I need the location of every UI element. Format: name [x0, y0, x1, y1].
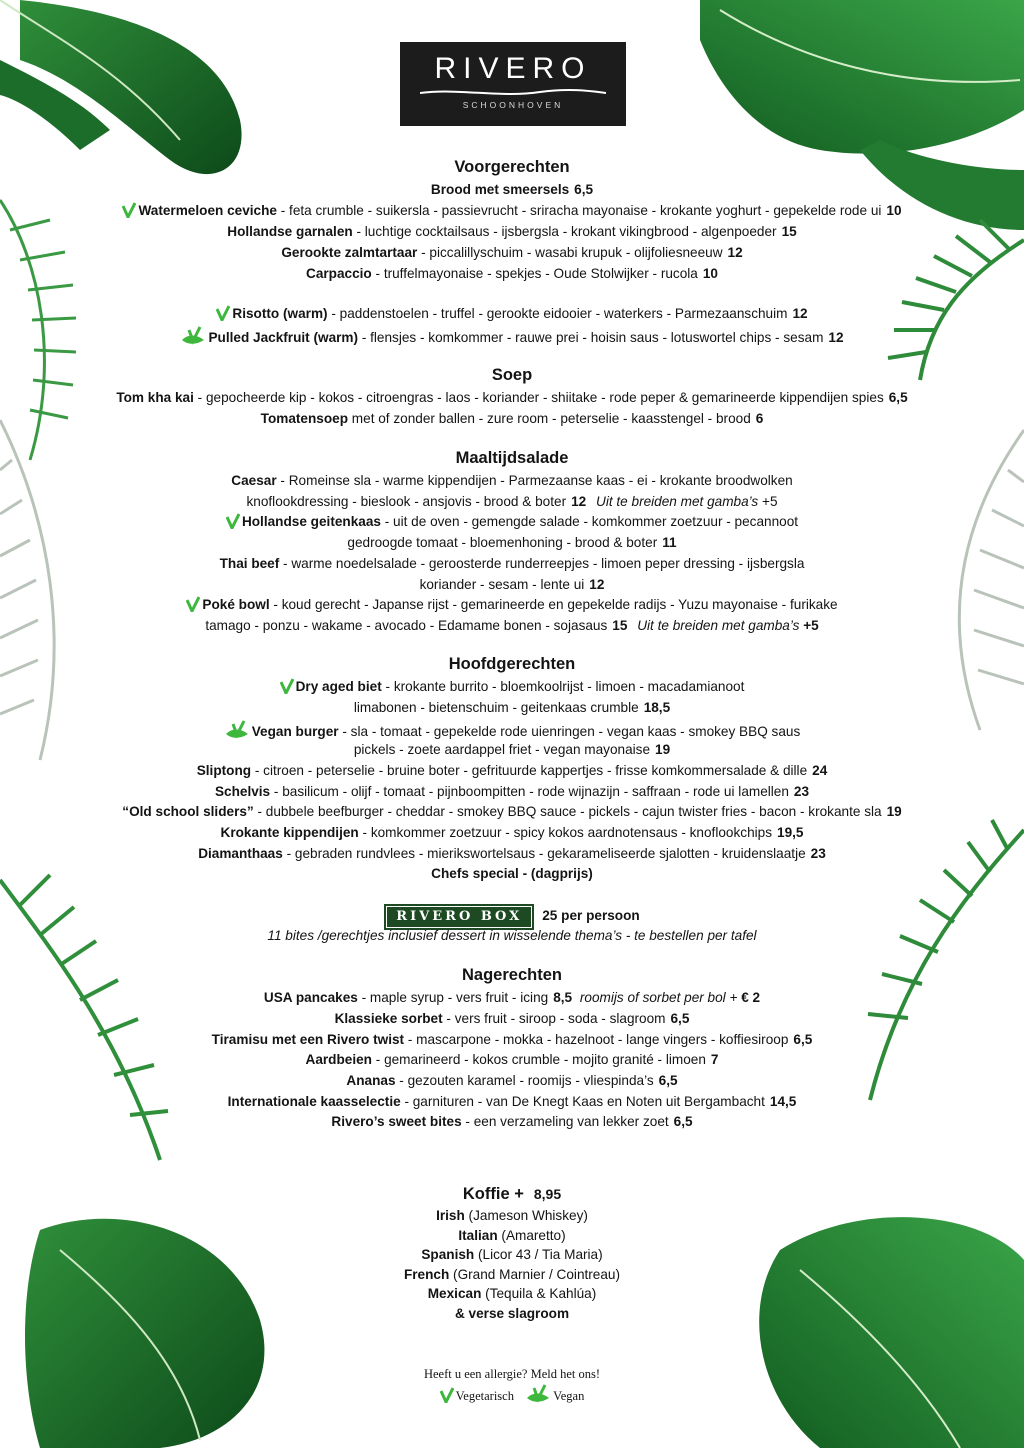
vegan-icon — [224, 720, 250, 740]
menu-item: Pulled Jackfruit (warm) - flensjes - komkommer - rauwe prei - hoisin saus - lotuswortel chips - sesam 12 — [40, 326, 984, 347]
section-title-hoofdgerechten: Hoofdgerechten — [448, 655, 576, 673]
coffee-item: Spanish (Licor 43 / Tia Maria) — [421, 1247, 603, 1262]
menu-item: USA pancakes - maple syrup - vers fruit - icing 8,5 roomijs of sorbet per bol + € 2 — [263, 990, 761, 1005]
coffee-item: Mexican (Tequila & Kahlúa) — [427, 1286, 597, 1301]
menu-item-line: tamago - ponzu - wakame - avocado - Edamame bonen - sojasaus 15 Uit te breiden met gamba’s +5 — [205, 618, 819, 633]
menu-item: Aardbeien - gemarineerd - kokos crumble - mojito granité - limoen 7 — [305, 1052, 719, 1067]
menu-item-line: Hollandse geitenkaas - uit de oven - gemengde salade - komkommer zoetzuur - pecannoot — [40, 513, 984, 531]
coffee-item: Irish (Jameson Whiskey) — [436, 1208, 588, 1223]
menu-item: Tomatensoep met of zonder ballen - zure room - peterselie - kaasstengel - brood 6 — [260, 411, 764, 426]
menu-item: Brood met smeersels 6,5 — [430, 182, 594, 197]
legend-vegan: Vegan — [553, 1389, 585, 1403]
menu-item: “Old school sliders” - dubbele beefburger - cheddar - smokey BBQ sauce - pickels - cajun twister fries - bacon - krokante sla 19 — [122, 804, 902, 819]
section-title-maaltijdsalade: Maaltijdsalade — [455, 449, 569, 467]
rivero-box-line: RIVERO BOX 25 per persoon — [40, 904, 984, 930]
menu-item: Tom kha kai - gepocheerde kip - kokos - citroengras - laos - koriander - shiitake - rode peper & gemarineerde kippendijen spies 6,5 — [116, 390, 908, 405]
menu-item: Krokante kippendijen - komkommer zoetzuur - spicy kokos aardnotensaus - knoflookchips 19,5 — [220, 825, 804, 840]
menu-item: Chefs special - (dagprijs) — [431, 866, 593, 881]
menu-item: Diamanthaas - gebraden rundvlees - mierikswortelsaus - gekarameliseerde sjalotten - kruidenslaatje 23 — [198, 846, 826, 861]
menu-item: Internationale kaasselectie - garnituren - van De Knegt Kaas en Noten uit Bergambacht 14,5 — [227, 1094, 797, 1109]
vegetarian-icon — [122, 202, 136, 218]
menu-item: Tiramisu met een Rivero twist - mascarpone - mokka - hazelnoot - lange vingers - koffiesiroop 6,5 — [211, 1032, 813, 1047]
legend-vegetarian: Vegetarisch — [455, 1389, 514, 1403]
menu-item-line: Caesar - Romeinse sla - warme kippendijen - Parmezaanse kaas - ei - krokante broodwolken — [231, 473, 793, 488]
menu-item: Carpaccio - truffelmayonaise - spekjes - Oude Stolwijker - rucola 10 — [306, 266, 718, 281]
menu-item-line: Thai beef - warme noedelsalade - geroosterde runderreepjes - limoen peper dressing - ijsbergsla — [219, 556, 805, 571]
rivero-logo — [400, 42, 626, 126]
rivero-box-description: 11 bites /gerechtjes inclusief dessert in wisselende thema’s - te bestellen per tafel — [267, 928, 757, 943]
section-title-voorgerechten: Voorgerechten — [454, 158, 570, 176]
section-title-koffie: Koffie + 8,95 — [462, 1185, 562, 1203]
menu-item-line: Poké bowl - koud gerecht - Japanse rijst - gemarineerde en gepekelde radijs - Yuzu mayonaise - furikake — [40, 596, 984, 614]
menu-item-line: gedroogde tomaat - bloemenhoning - brood & boter 11 — [347, 535, 677, 550]
menu-item: Ananas - gezouten karamel - roomijs - vliespinda’s 6,5 — [346, 1073, 678, 1088]
coffee-item: Italian (Amaretto) — [458, 1228, 566, 1243]
menu-item-line: koriander - sesam - lente ui 12 — [419, 577, 605, 592]
menu-item-line: Dry aged biet - krokante burrito - bloemkoolrijst - limoen - macadamianoot — [40, 678, 984, 696]
vegetarian-icon — [440, 1387, 454, 1403]
coffee-item: & verse slagroom — [454, 1306, 570, 1321]
rivero-box-banner: RIVERO BOX — [384, 904, 534, 930]
menu-item: Hollandse garnalen - luchtige cocktailsaus - ijsbergsla - krokant vikingbrood - algenpoeder 15 — [227, 224, 797, 239]
vegetarian-icon — [280, 678, 294, 694]
allergy-notice: Heeft u een allergie? Meld het ons! — [423, 1367, 601, 1381]
menu-item-line: pickels - zoete aardappel friet - vegan mayonaise 19 — [353, 742, 671, 757]
menu-item-line: limabonen - bietenschuim - geitenkaas crumble 18,5 — [353, 700, 671, 715]
vegetarian-icon — [186, 596, 200, 612]
diet-legend — [0, 1384, 1024, 1404]
menu-item: Risotto (warm) - paddenstoelen - truffel - gerookte eidooier - waterkers - Parmezaanschuim 12 — [40, 305, 984, 323]
menu-item-line: knoflookdressing - bieslook - ansjovis - brood & boter 12 Uit te breiden met gamba’s +5 — [246, 494, 778, 509]
logo-location: SCHOONHOVEN — [462, 100, 564, 110]
section-title-soep: Soep — [491, 366, 533, 384]
vegetarian-icon — [226, 513, 240, 529]
logo-wave-icon — [420, 88, 606, 98]
vegan-icon — [525, 1384, 551, 1404]
menu-item: Schelvis - basilicum - olijf - tomaat - pijnboompitten - rode wijnazijn - saffraan - rode ui lamellen 23 — [214, 784, 810, 799]
section-title-nagerechten: Nagerechten — [462, 966, 562, 984]
menu-item: Klassieke sorbet - vers fruit - siroop - soda - slagroom 6,5 — [334, 1011, 690, 1026]
menu-item: Rivero’s sweet bites - een verzameling van lekker zoet 6,5 — [331, 1114, 693, 1129]
menu-item: Gerookte zalmtartaar - piccalillyschuim - wasabi krupuk - olijfoliesneeuw 12 — [281, 245, 743, 260]
vegan-icon — [180, 326, 206, 346]
vegetarian-icon — [216, 305, 230, 321]
menu-item: Watermeloen ceviche - feta crumble - suikersla - passievrucht - sriracha mayonaise - krokante yoghurt - gepekelde rode ui 10 — [40, 202, 984, 220]
menu-item-line: Vegan burger - sla - tomaat - gepekelde rode uienringen - vegan kaas - smokey BBQ saus — [40, 720, 984, 741]
logo-name: RIVERO — [434, 52, 592, 85]
menu-item: Sliptong - citroen - peterselie - bruine boter - gefrituurde kappertjes - frisse komkommersalade & dille 24 — [196, 763, 828, 778]
coffee-item: French (Grand Marnier / Cointreau) — [403, 1267, 621, 1282]
